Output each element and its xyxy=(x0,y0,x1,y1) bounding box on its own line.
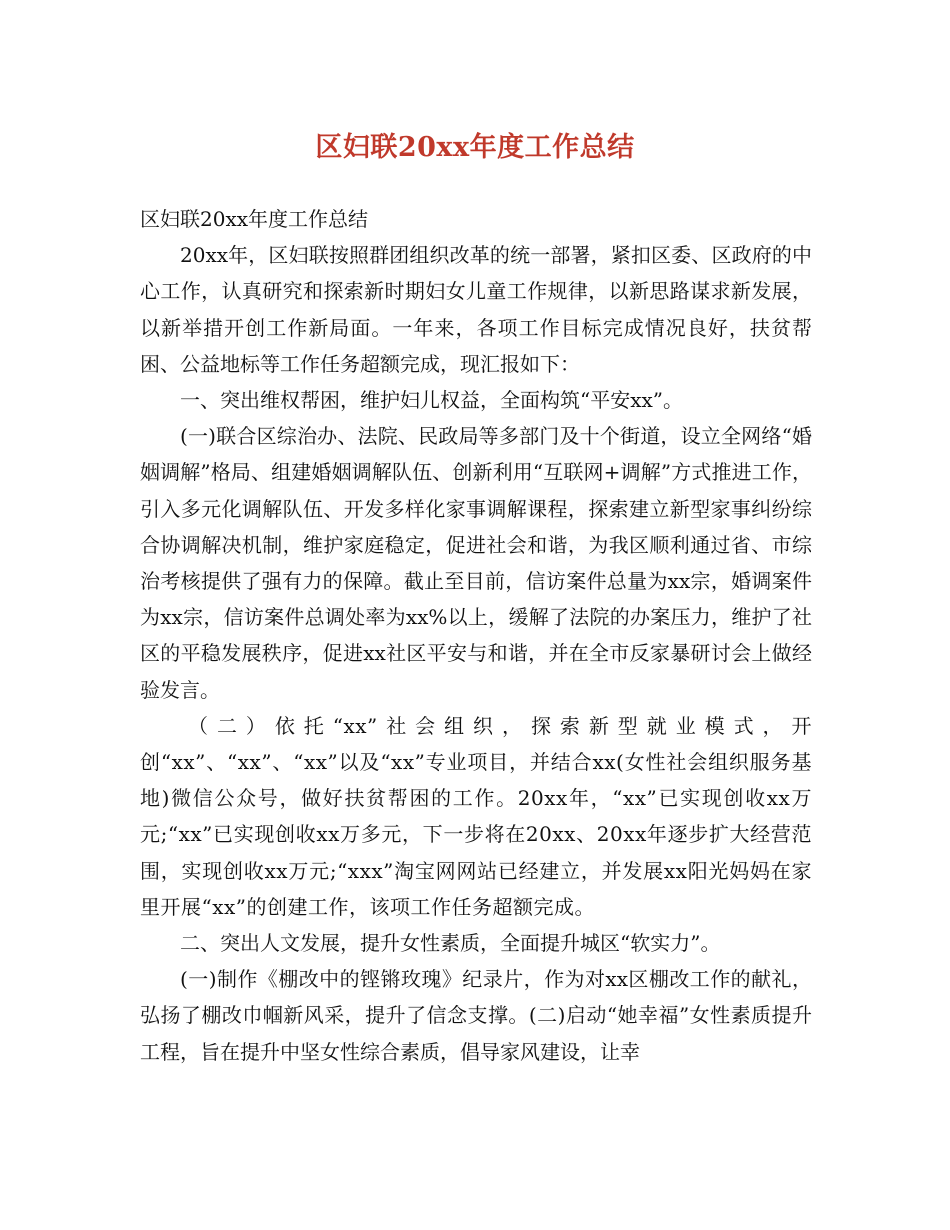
paragraph-section-2-item-1: (一)制作《棚改中的铿锵玫瑰》纪录片，作为对xx区棚改工作的献礼，弘扬了棚改巾帼新风采，提升了信念支撑。(二)启动“她幸福”女性素质提升工程，旨在提升中坚女性综合素质，倡导家风建设，让幸 xyxy=(140,967,812,1064)
document-body xyxy=(140,201,812,1070)
section-heading-2: 二、突出人文发展，提升女性素质，全面提升城区“软实力”。 xyxy=(180,931,721,956)
paragraph-subtitle: 区妇联20xx年度工作总结 xyxy=(140,207,369,231)
section-heading-1: 一、突出维权帮困，维护妇儿权益，全面构筑“平安xx”。 xyxy=(180,388,684,413)
paragraph-section-1-item-2: （二）依托“xx”社会组织，探索新型就业模式，开创“xx”、“xx”、“xx”以及“xx”专业项目，并结合xx(女性社会组织服务基地)微信公众号，做好扶贫帮困的工作。20xx年，“xx”已实现创收xx万元;“xx”已实现创收xx万多元，下一步将在20xx、20xx年逐步扩大经营范围，实现创收xx万元;“xxx”淘宝网网站已经建立，并发展xx阳光妈妈在家里开展“xx”的创建工作，该项工作任务超额完成。 xyxy=(140,713,812,919)
paragraph-intro: 20xx年，区妇联按照群团组织改革的统一部署，紧扣区委、区政府的中心工作，认真研究和探索新时期妇女儿童工作规律，以新思路谋求新发展，以新举措开创工作新局面。一年来，各项工作目标完成情况良好，扶贫帮困、公益地标等工作任务超额完成，现汇报如下： xyxy=(140,243,812,376)
document-title: 区妇联20xx年度工作总结 xyxy=(315,132,635,163)
paragraph-section-1-item-1: (一)联合区综治办、法院、民政局等多部门及十个街道，设立全网络“婚姻调解”格局、组建婚姻调解队伍、创新利用“互联网+调解”方式推进工作，引入多元化调解队伍、开发多样化家事调解课程，探索建立新型家事纠纷综合协调解决机制，维护家庭稳定，促进社会和谐，为我区顺利通过省、市综治考核提供了强有力的保障。截止至目前，信访案件总量为xx宗，婚调案件为xx宗，信访案件总调处率为xx%以上，缓解了法院的办案压力，维护了社区的平稳发展秩序，促进xx社区平安与和谐，并在全市反家暴研讨会上做经验发言。 xyxy=(140,424,812,702)
